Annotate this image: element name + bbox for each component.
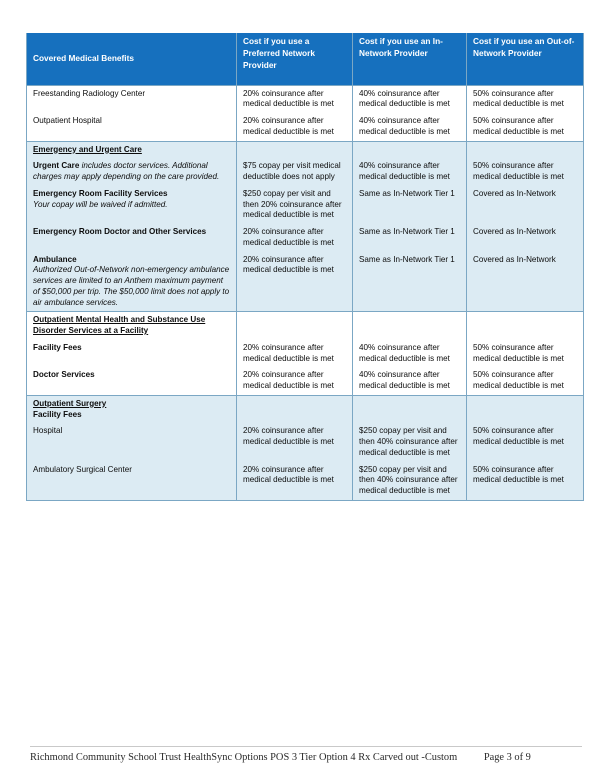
table-row (27, 186, 584, 224)
out-of-network-cost-cell: 50% coinsurance after medical deductible is met (467, 113, 584, 141)
in-network-cost-cell: 40% coinsurance after medical deductible is met (353, 367, 467, 395)
preferred-cost-cell (237, 312, 353, 340)
table-row (27, 158, 584, 186)
benefit-title: Emergency Room Facility Services (33, 188, 168, 198)
preferred-cost-cell: 20% coinsurance after medical deductible is met (237, 113, 353, 141)
out-of-network-cost-cell: 50% coinsurance after medical deductible is met (467, 340, 584, 368)
benefit-name-cell: Freestanding Radiology Center (27, 85, 237, 113)
table-body (27, 85, 584, 500)
footer-page-number: Page 3 of 9 (483, 752, 531, 763)
out-of-network-cost-cell: 50% coinsurance after medical deductible is met (467, 85, 584, 113)
preferred-cost-cell: 20% coinsurance after medical deductible is met (237, 462, 353, 501)
benefit-title: Urgent Care (33, 161, 80, 171)
table-row (27, 85, 584, 113)
preferred-cost-cell: 20% coinsurance after medical deductible is met (237, 367, 353, 395)
in-network-cost-cell (353, 395, 467, 423)
preferred-cost-cell: $75 copay per visit medical deductible does not apply (237, 158, 353, 186)
section-heading-label: Outpatient Mental Health and Substance Use Disorder Services at a Facility (33, 315, 206, 335)
benefit-name-cell (27, 186, 237, 224)
out-of-network-cost-cell (467, 395, 584, 423)
in-network-cost-cell: 40% coinsurance after medical deductible is met (353, 85, 467, 113)
preferred-cost-cell (237, 395, 353, 423)
column-header-covered-medical-benefits: Covered Medical Benefits (27, 33, 237, 85)
preferred-cost-cell: 20% coinsurance after medical deductible is met (237, 224, 353, 252)
preferred-cost-cell: 20% coinsurance after medical deductible is met (237, 252, 353, 312)
in-network-cost-cell: 40% coinsurance after medical deductible is met (353, 158, 467, 186)
table-row (27, 224, 584, 252)
out-of-network-cost-cell (467, 141, 584, 158)
benefit-title: Doctor Services (33, 370, 95, 380)
benefit-name-cell (27, 158, 237, 186)
section-heading-row (27, 395, 584, 423)
benefit-name-cell (27, 252, 237, 312)
table-row (27, 340, 584, 368)
preferred-cost-cell (237, 141, 353, 158)
column-header-in-network: Cost if you use an In-Network Provider (353, 33, 467, 85)
benefit-name-cell: Outpatient Hospital (27, 113, 237, 141)
section-heading-row (27, 312, 584, 340)
benefit-note: Authorized Out-of-Network non-emergency ambulance services are limited to an Anthem maximum payment of $50,000 per trip. The $50,000 limit does not apply to air ambulance services. (33, 265, 230, 307)
footer-divider (30, 746, 582, 747)
footer-document-title: Richmond Community School Trust HealthSync Options POS 3 Tier Option 4 Rx Carved out -Custom (30, 752, 458, 763)
benefit-note: Your copay will be waived if admitted. (33, 199, 168, 209)
in-network-cost-cell: Same as In-Network Tier 1 (353, 252, 467, 312)
out-of-network-cost-cell: 50% coinsurance after medical deductible is met (467, 367, 584, 395)
preferred-cost-cell: 20% coinsurance after medical deductible is met (237, 423, 353, 461)
table-row (27, 367, 584, 395)
benefit-name-cell (27, 340, 237, 368)
in-network-cost-cell (353, 312, 467, 340)
in-network-cost-cell: $250 copay per visit and then 40% coinsurance after medical deductible is met (353, 423, 467, 461)
preferred-cost-cell: 20% coinsurance after medical deductible is met (237, 340, 353, 368)
column-header-preferred-network: Cost if you use a Preferred Network Provider (237, 33, 353, 85)
table-header (27, 33, 584, 85)
out-of-network-cost-cell: Covered as In-Network (467, 186, 584, 224)
preferred-cost-cell: $250 copay per visit and then 20% coinsurance after medical deductible is met (237, 186, 353, 224)
table-row (27, 252, 584, 312)
benefit-title: Ambulance (33, 254, 77, 264)
in-network-cost-cell: Same as In-Network Tier 1 (353, 186, 467, 224)
table-row (27, 423, 584, 461)
benefit-title: Emergency Room Doctor and Other Services (33, 227, 207, 236)
in-network-cost-cell (353, 141, 467, 158)
benefit-name-cell (27, 224, 237, 252)
benefit-name-cell: Hospital (27, 423, 237, 461)
out-of-network-cost-cell: 50% coinsurance after medical deductible is met (467, 462, 584, 501)
benefit-title: Facility Fees (33, 342, 82, 352)
benefit-note: includes doctor services. Additional charges may apply depending on the care provided. (33, 161, 220, 181)
section-heading-label: Outpatient Surgery (33, 398, 107, 408)
out-of-network-cost-cell: Covered as In-Network (467, 224, 584, 252)
page-footer (30, 752, 582, 763)
out-of-network-cost-cell: 50% coinsurance after medical deductible is met (467, 423, 584, 461)
out-of-network-cost-cell: Covered as In-Network (467, 252, 584, 312)
section-heading-label: Emergency and Urgent Care (33, 144, 142, 154)
out-of-network-cost-cell: 50% coinsurance after medical deductible is met (467, 158, 584, 186)
table-header-row (27, 33, 584, 85)
out-of-network-cost-cell (467, 312, 584, 340)
column-header-out-of-network: Cost if you use an Out-of-Network Provider (467, 33, 584, 85)
table-row (27, 113, 584, 141)
benefit-name-cell: Ambulatory Surgical Center (27, 462, 237, 501)
in-network-cost-cell: $250 copay per visit and then 40% coinsurance after medical deductible is met (353, 462, 467, 501)
benefit-name-cell (27, 367, 237, 395)
in-network-cost-cell: 40% coinsurance after medical deductible is met (353, 340, 467, 368)
section-heading-cell (27, 312, 237, 340)
in-network-cost-cell: Same as In-Network Tier 1 (353, 224, 467, 252)
section-sub-heading-label: Facility Fees (33, 409, 82, 419)
covered-medical-benefits-table (26, 33, 584, 501)
preferred-cost-cell: 20% coinsurance after medical deductible is met (237, 85, 353, 113)
table-row (27, 462, 584, 501)
section-heading-cell (27, 141, 237, 158)
section-heading-row (27, 141, 584, 158)
section-heading-cell (27, 395, 237, 423)
in-network-cost-cell: 40% coinsurance after medical deductible is met (353, 113, 467, 141)
